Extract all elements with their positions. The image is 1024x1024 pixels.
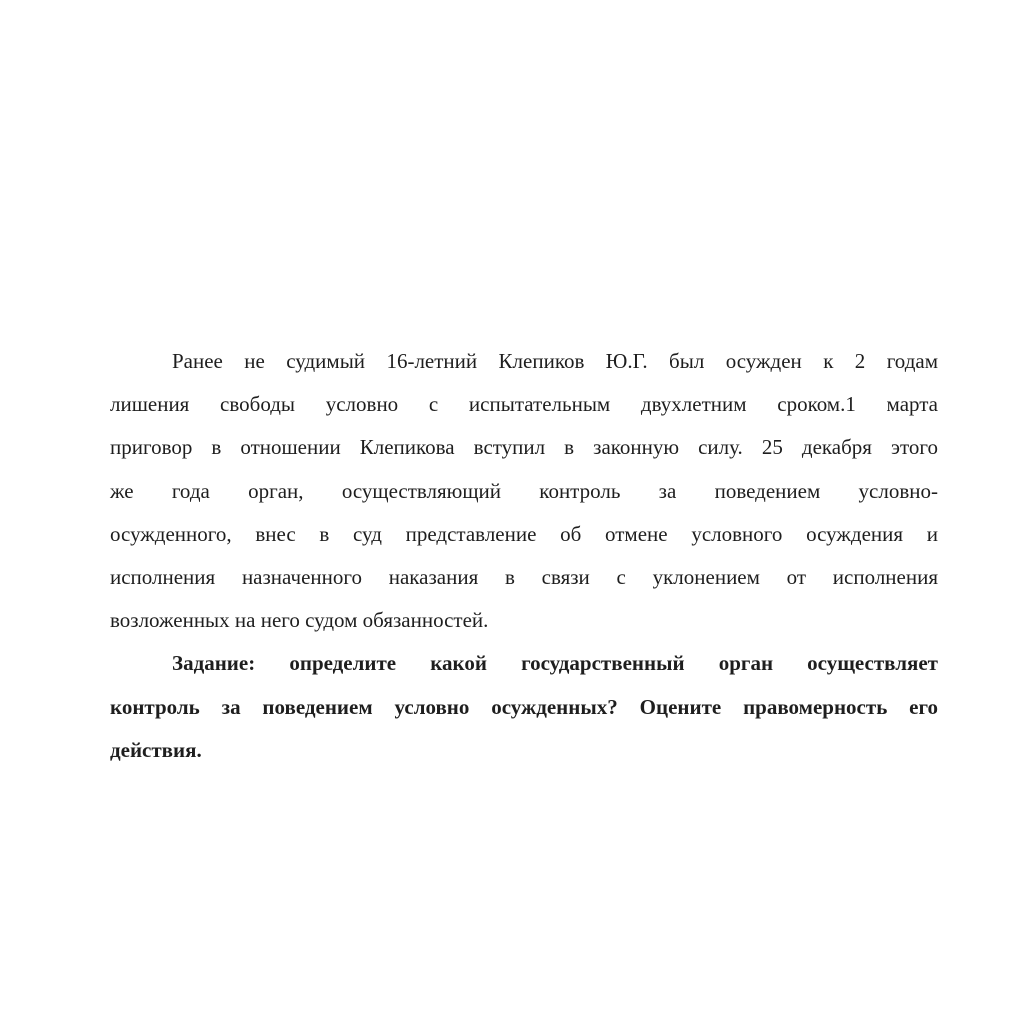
text-line: исполнения назначенного наказания в связи с уклонением от исполнения	[110, 565, 938, 590]
text-line: действия.	[110, 737, 202, 762]
task-paragraph	[110, 642, 938, 772]
text-line: возложенных на него судом обязанностей.	[110, 608, 489, 633]
text-line: лишения свободы условно с испытательным двухлетним сроком.1 марта	[110, 392, 938, 417]
case-paragraph	[110, 340, 938, 642]
text-line: контроль за поведением условно осужденных? Оцените правомерность его	[110, 694, 938, 719]
text-line: приговор в отношении Клепикова вступил в законную силу. 25 декабря этого	[110, 435, 938, 460]
text-line: Ранее не судимый 16-летний Клепиков Ю.Г. был осужден к 2 годам	[172, 349, 938, 373]
text-line: Задание: определите какой государственный орган осуществляет	[172, 651, 938, 676]
text-line: же года орган, осуществляющий контроль за поведением условно-	[110, 478, 938, 503]
text-block	[110, 340, 938, 772]
text-line: осужденного, внес в суд представление об отмене условного осуждения и	[110, 521, 938, 546]
